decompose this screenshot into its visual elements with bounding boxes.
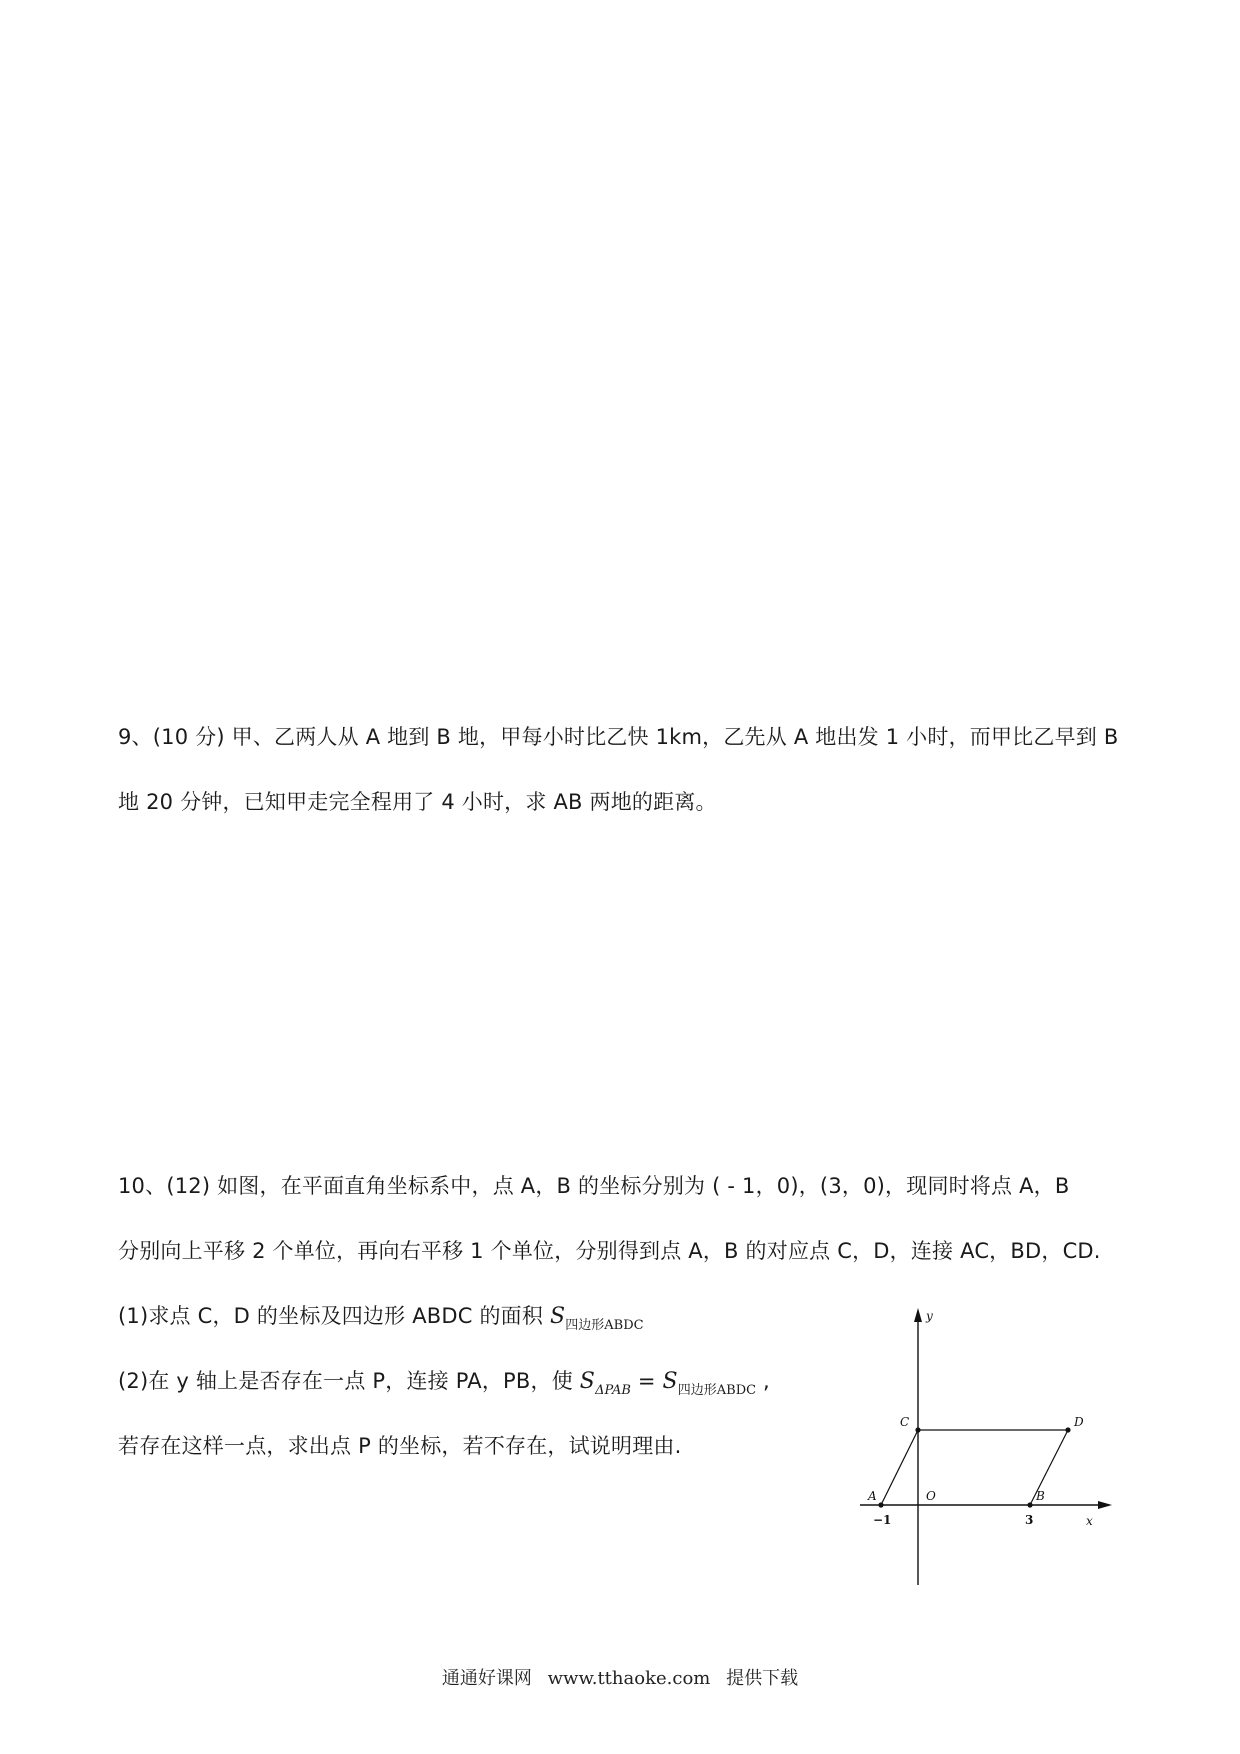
q9-line-1: 9、(10 分) 甲、乙两人从 A 地到 B 地，甲每小时比乙快 1km，乙先从 A 地出发 1 小时，而甲比乙早到 B xyxy=(118,725,1119,749)
trailing-comma: , xyxy=(756,1369,770,1393)
point-A xyxy=(878,1502,883,1507)
tri-subscript: ΔPAB xyxy=(595,1383,631,1398)
equals-sign: = xyxy=(630,1369,663,1393)
q10-part-1-text: (1)求点 C，D 的坐标及四边形 ABDC 的面积 xyxy=(118,1304,550,1328)
footer-url[interactable]: www.tthaoke.com xyxy=(547,1668,711,1689)
footer-action: 提供下载 xyxy=(726,1668,799,1689)
label-A: A xyxy=(868,1489,877,1503)
y-axis-arrow xyxy=(914,1308,922,1322)
footer xyxy=(0,1664,1240,1690)
footer-site-name: 通通好课网 xyxy=(441,1668,532,1689)
point-D xyxy=(1065,1427,1070,1432)
x-axis-arrow xyxy=(1098,1501,1112,1509)
q9-line-2: 地 20 分钟，已知甲走完全程用了 4 小时，求 AB 两地的距离。 xyxy=(118,790,717,814)
segment-AC xyxy=(881,1430,918,1505)
tick-label-3: 3 xyxy=(1025,1513,1034,1527)
label-B: B xyxy=(1036,1489,1045,1503)
tick-label-neg1: −1 xyxy=(873,1513,892,1527)
label-y: y xyxy=(926,1309,933,1323)
area-symbol-tri: S xyxy=(579,1369,596,1394)
area-symbol: S xyxy=(549,1304,566,1329)
area-symbol-quad: S xyxy=(662,1369,678,1394)
q10-line-2: 分别向上平移 2 个单位，再向右平移 1 个单位，分别得到点 A，B 的对应点 C，D，连接 AC，BD，CD. xyxy=(118,1239,1101,1263)
quad-subscript: 四边形ABDC xyxy=(565,1318,644,1333)
label-D: D xyxy=(1074,1415,1084,1429)
q10-part-2-text: (2)在 y 轴上是否存在一点 P，连接 PA，PB，使 xyxy=(118,1369,580,1393)
label-x: x xyxy=(1086,1514,1093,1528)
q10-part-2-line-2: 若存在这样一点，求出点 P 的坐标，若不存在，试说明理由. xyxy=(118,1434,682,1458)
quad-subscript-2: 四边形ABDC xyxy=(677,1383,757,1398)
q10-part-1 xyxy=(118,1302,644,1340)
label-C: C xyxy=(900,1415,910,1429)
q10-line-1: 10、(12) 如图，在平面直角坐标系中，点 A，B 的坐标分别为 ( - 1，0)，(3，0)，现同时将点 A，B xyxy=(118,1174,1070,1198)
point-B xyxy=(1027,1502,1032,1507)
coordinate-figure xyxy=(860,1300,1120,1590)
q10-part-2 xyxy=(118,1367,770,1405)
point-C xyxy=(915,1427,920,1432)
label-origin: O xyxy=(926,1489,936,1503)
